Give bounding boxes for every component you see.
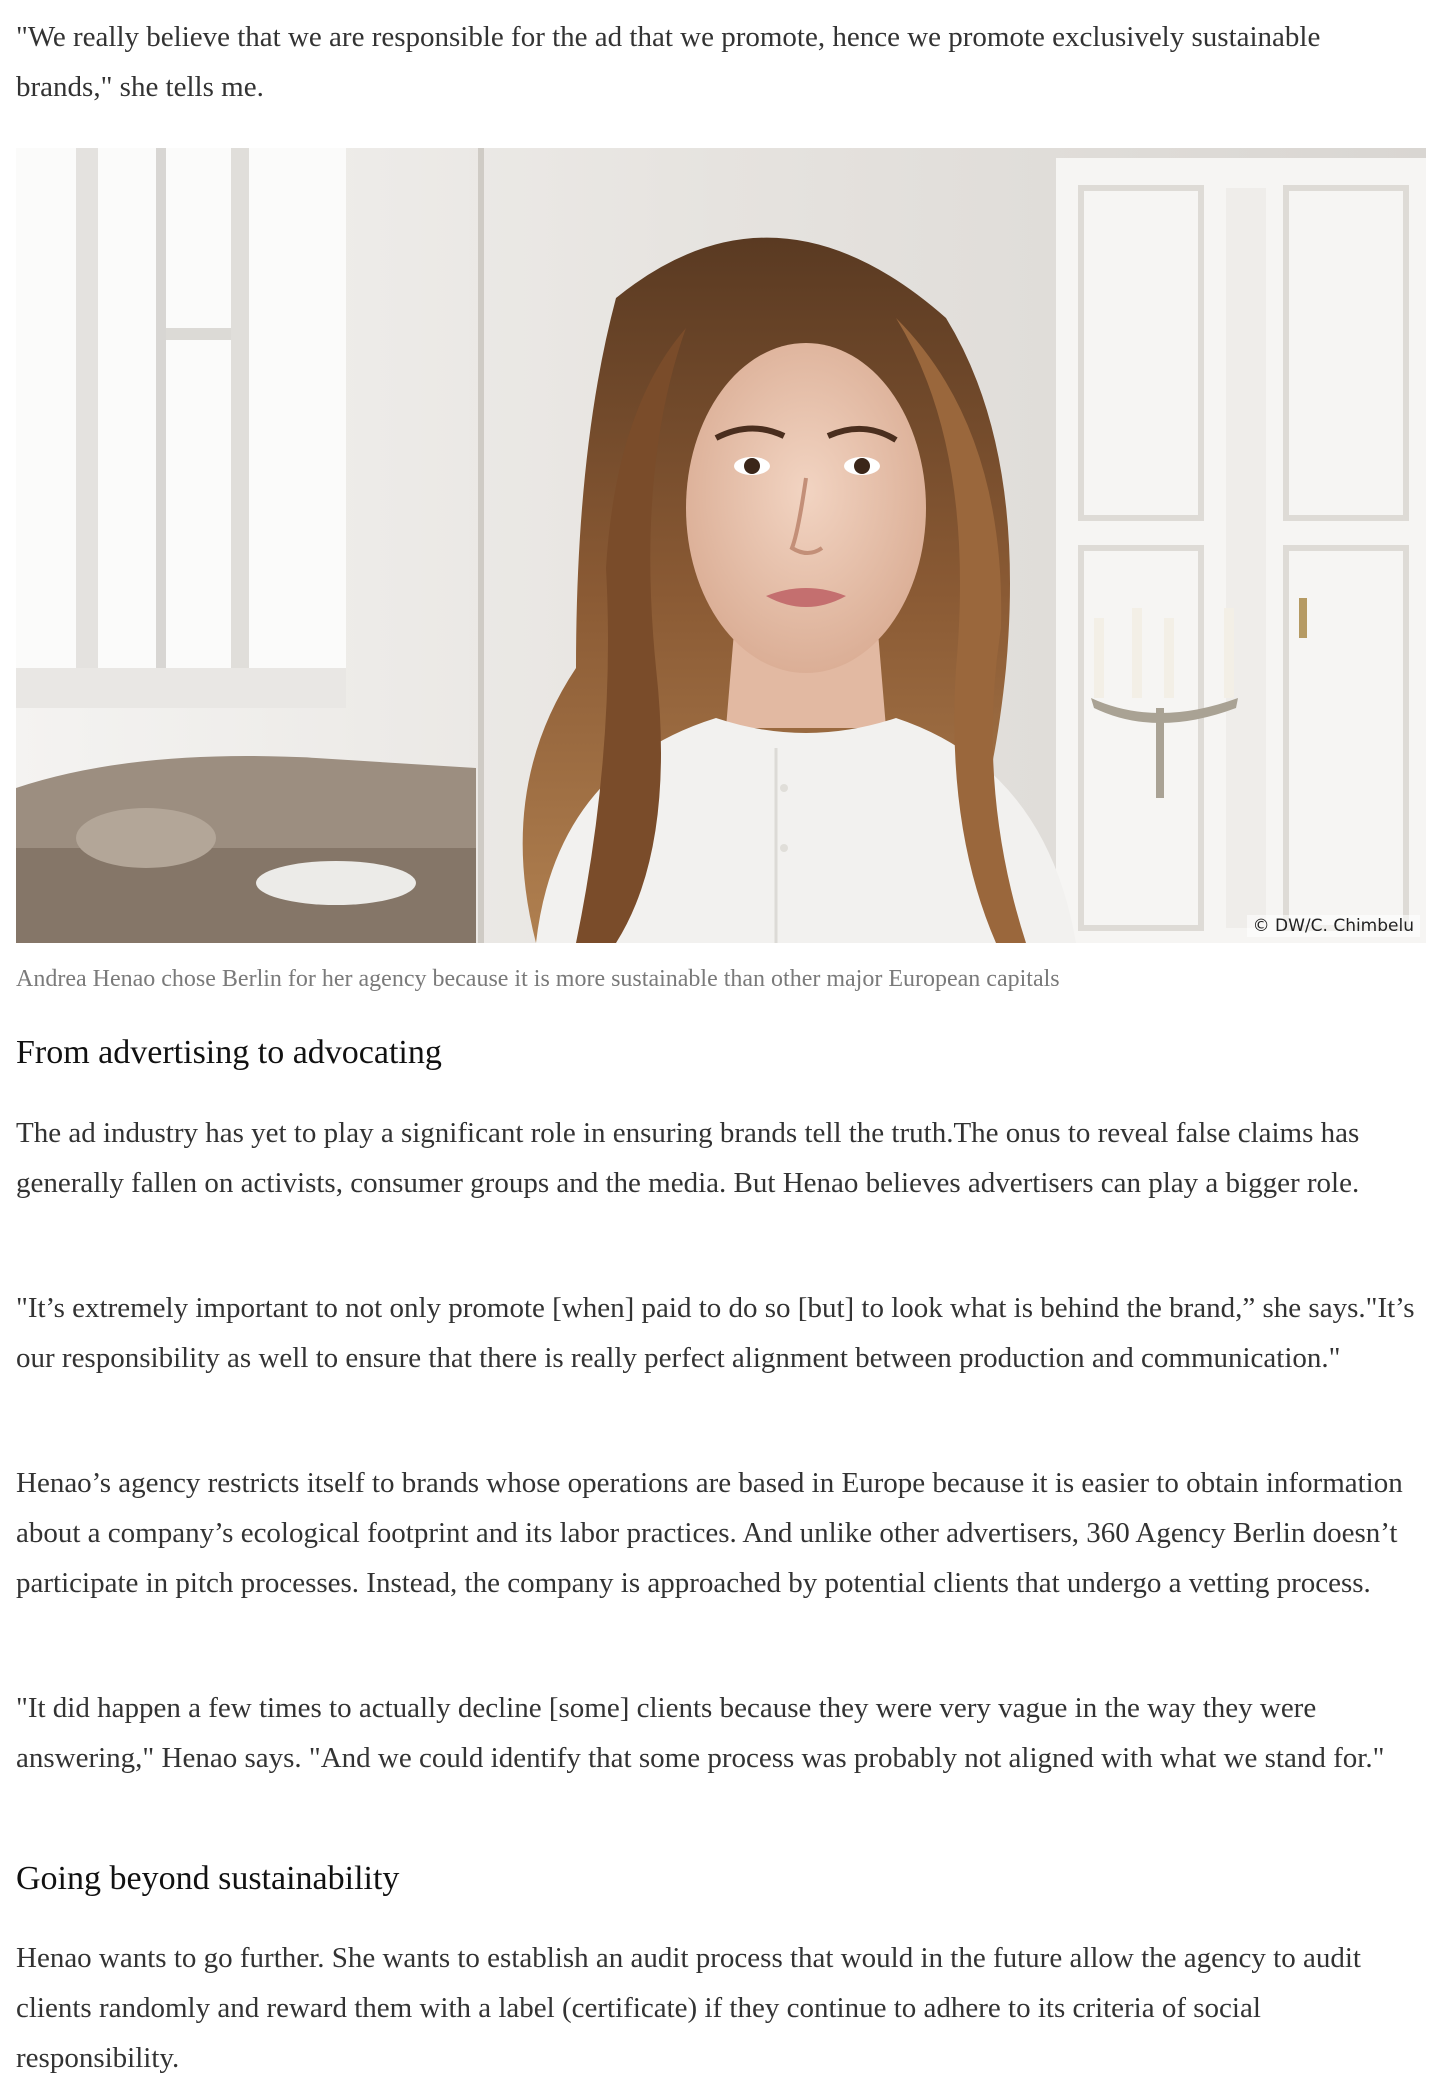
paragraph: Henao’s agency restricts itself to brands whose operations are based in Europe because it is easier to obtain information about a company’s ecological footprint and its labor practices. And unlike other advertisers, 360 Agency Berlin doesn’t participate in pitch processes. Instead, the company is approached by potential clients that undergo a vetting process. — [16, 1467, 1403, 1599]
paragraph: The ad industry has yet to play a significant role in ensuring brands tell the truth.The onus to reveal false claims has generally fallen on activists, consumer groups and the media. But Henao believes advertisers can play a bigger role. — [16, 1117, 1360, 1199]
section-heading-beyond-sustainability: Going beyond sustainability — [16, 1860, 400, 1897]
paragraph: "It’s extremely important to not only promote [when] paid to do so [but] to look what is behind the brand,” she says."It’s our responsibility as well to ensure that there is really perfect alignment between production and communication." — [16, 1292, 1415, 1374]
photo-credit: © DW/C. Chimbelu — [1247, 915, 1420, 937]
intro-paragraph: "We really believe that we are responsible for the ad that we promote, hence we promote exclusively sustainable brands," she tells me. — [16, 21, 1321, 103]
paragraph: Henao wants to go further. She wants to establish an audit process that would in the future allow the agency to audit clients randomly and reward them with a label (certificate) if they continue to adhere to its criteria of social responsibility. — [16, 1942, 1361, 2074]
section-heading-advertising: From advertising to advocating — [16, 1034, 442, 1071]
paragraph: "It did happen a few times to actually decline [some] clients because they were very vague in the way they were answering," Henao says. "And we could identify that some process was probably not aligned with what we stand for." — [16, 1692, 1385, 1774]
portrait-photo-illustration — [16, 148, 1426, 943]
article-photo — [16, 148, 1426, 943]
photo-caption: Andrea Henao chose Berlin for her agency because it is more sustainable than other major European capitals — [16, 966, 1060, 992]
